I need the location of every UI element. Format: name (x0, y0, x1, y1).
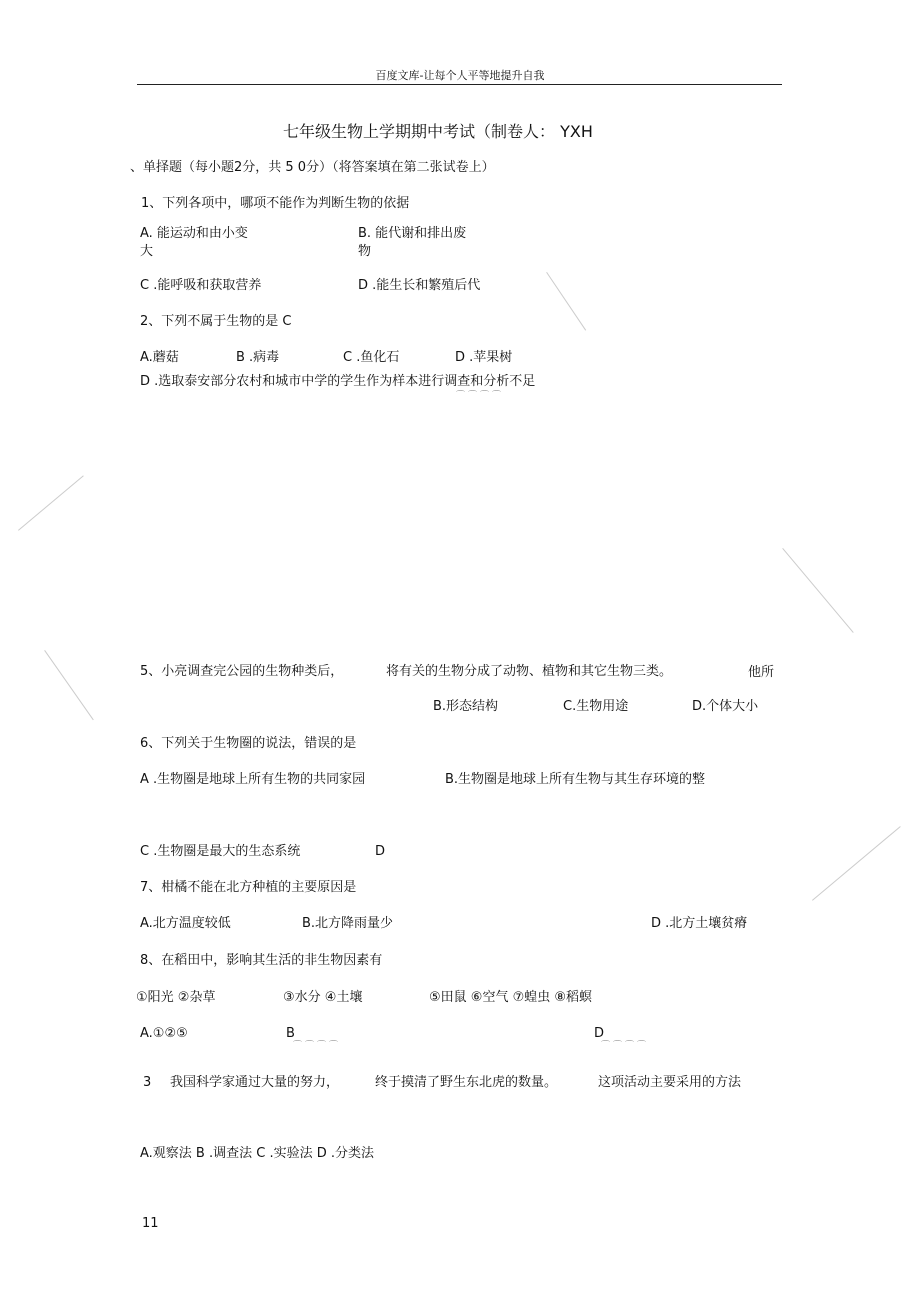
q3-number: 3 (143, 1075, 152, 1090)
q8-factors-1: ①阳光 ②杂草 (136, 990, 216, 1005)
exam-title: 七年级生物上学期期中考试（制卷人： YXH (283, 122, 593, 141)
watermark-stroke (18, 475, 84, 530)
watermark-stroke (546, 272, 586, 331)
q7-option-a: A.北方温度较低 (140, 916, 231, 931)
q1-stem: 1、下列各项中，哪项不能作为判断生物的依据 (141, 196, 410, 211)
q7-option-d: D .北方土壤贫瘠 (651, 916, 748, 931)
section-heading: 、单择题（每小题2分，共 5 0分）（将答案填在第二张试卷上） (130, 160, 495, 175)
q6-option-b: B.生物圈是地球上所有生物与其生存环境的整 (445, 772, 706, 787)
header-rule (137, 84, 782, 85)
page-header: 百度文库-让每个人平等地提升自我 (375, 69, 545, 82)
circle-marks: ⌒⌒⌒⌒ (293, 1041, 342, 1051)
q2-option-c: C .鱼化石 (343, 350, 400, 365)
q5-option-c: C.生物用途 (563, 699, 629, 714)
q5-option-d: D.个体大小 (692, 699, 759, 714)
q3-stem-1: 我国科学家通过大量的努力， (170, 1075, 340, 1090)
overlap-text-line: D .选取泰安部分农村和城市中学的学生作为样本进行调查和分析不足 (140, 374, 536, 389)
circle-marks: ⌒⌒⌒⌒ (601, 1041, 650, 1051)
q1-option-a: A. 能运动和由小变 (140, 226, 248, 241)
watermark-stroke (44, 650, 94, 720)
q1-option-a-cont: 大 (140, 244, 154, 259)
q6-stem: 6、下列关于生物圈的说法，错误的是 (140, 736, 357, 751)
q8-factors-2: ③水分 ④土壤 (283, 990, 363, 1005)
q8-option-d: D (594, 1026, 605, 1041)
q3-stem-3: 这项活动主要采用的方法 (598, 1075, 742, 1090)
q5-stem-3: 他所 (748, 665, 775, 680)
q2-stem: 2、下列不属于生物的是 C (140, 314, 292, 329)
q1-option-c: C .能呼吸和获取营养 (140, 278, 262, 293)
watermark-stroke (782, 548, 853, 633)
q3-options: A.观察法 B .调查法 C .实验法 D .分类法 (140, 1146, 374, 1161)
q2-option-a: A.蘑菇 (140, 350, 179, 365)
q5-stem-1: 5、小亮调查完公园的生物种类后， (140, 664, 344, 679)
q8-option-b: B (286, 1026, 295, 1041)
q5-stem-2: 将有关的生物分成了动物、植物和其它生物三类。 (386, 664, 673, 679)
q6-option-a: A .生物圈是地球上所有生物的共同家园 (140, 772, 366, 787)
q2-option-d: D .苹果树 (455, 350, 513, 365)
q1-option-b-cont: 物 (358, 244, 372, 259)
q1-option-b: B. 能代谢和排出废 (358, 226, 467, 241)
q8-option-a: A.①②⑤ (140, 1026, 188, 1041)
q6-option-d: D (375, 844, 386, 859)
q5-option-b: B.形态结构 (433, 699, 499, 714)
watermark-stroke (812, 826, 901, 901)
q2-option-b: B .病毒 (236, 350, 280, 365)
q1-option-d: D .能生长和繁殖后代 (358, 278, 481, 293)
q8-stem: 8、在稻田中，影响其生活的非生物因素有 (140, 953, 383, 968)
q7-stem: 7、柑橘不能在北方种植的主要原因是 (140, 880, 357, 895)
q8-factors-3: ⑤田鼠 ⑥空气 ⑦蝗虫 ⑧稻螟 (429, 990, 593, 1005)
page-number: 11 (142, 1216, 159, 1231)
q6-option-c: C .生物圈是最大的生态系统 (140, 844, 301, 859)
q3-stem-2: 终于摸清了野生东北虎的数量。 (375, 1075, 558, 1090)
q7-option-b: B.北方降雨量少 (302, 916, 394, 931)
circle-marks: ⌒⌒⌒⌒ (456, 391, 505, 401)
